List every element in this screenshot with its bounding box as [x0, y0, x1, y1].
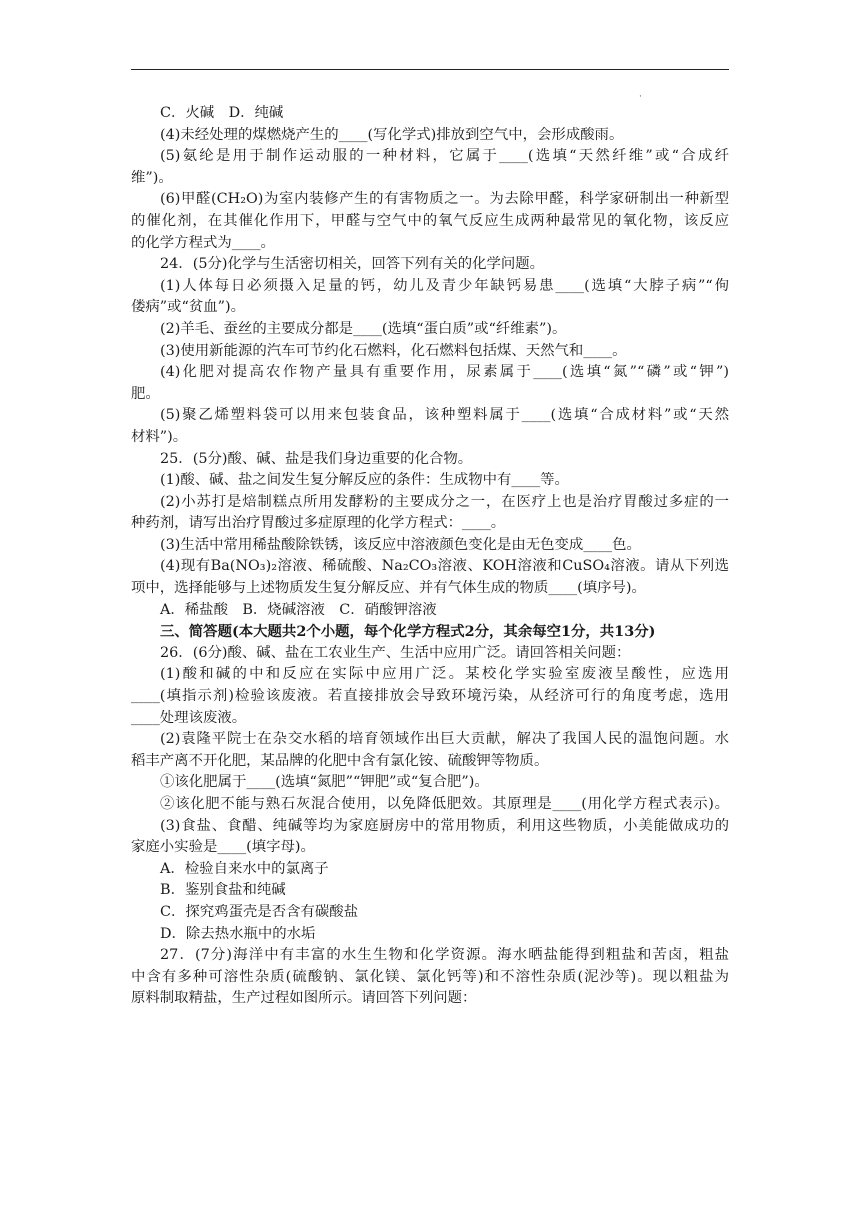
text-line: ②该化肥不能与熟石灰混合使用，以免降低肥效。其原理是____(用化学方程式表示)。 [160, 796, 729, 812]
text-line: (4)现有Ba(NO₃)₂溶液、稀硫酸、Na₂CO₃溶液、KOH溶液和CuSO₄溶液。请从下列选 [160, 558, 729, 575]
document-body [131, 103, 729, 1010]
text-line: (5)氨纶是用于制作运动服的一种材料，它属于____(选填“天然纤维”或“合成纤 [160, 148, 729, 165]
text-line: 项中，选择能够与上述物质发生复分解反应、并有气体生成的物质____(填序号)。 [131, 580, 646, 597]
text-line: 种药剂，请写出治疗胃酸过多症原理的化学方程式：____。 [131, 515, 506, 532]
text-line: ____处理该废液。 [131, 709, 247, 726]
text-line: (1)人体每日必须摄入足量的钙，幼儿及青少年缺钙易患____(选填“大脖子病”“佝 [160, 277, 729, 294]
text-line: 材料”)。 [131, 428, 188, 445]
text-line: 24．(5分)化学与生活密切相关，回答下列有关的化学问题。 [160, 256, 545, 273]
text-line: 稻丰产离不开化肥，某品牌的化肥中含有氯化铵、硫酸钾等物质。 [131, 752, 549, 769]
text-line: (2)小苏打是焙制糕点所用发酵粉的主要成分之一，在医疗上也是治疗胃酸过多症的一 [160, 493, 729, 510]
text-line: A．稀盐酸 B．烧碱溶液 C．硝酸钾溶液 [160, 601, 437, 618]
text-line: D．除去热水瓶中的水垢 [160, 925, 316, 942]
text-line: A．检验自来水中的氯离子 [160, 860, 329, 877]
text-line: 的催化剂，在其催化作用下，甲醛与空气中的氧气反应生成两种最常见的氧化物，该反应 [131, 212, 729, 229]
section-heading: 三、简答题(本大题共2个小题，每个化学方程式2分，其余每空1分，共13分) [160, 623, 656, 641]
text-line: (5)聚乙烯塑料袋可以用来包装食品，该种塑料属于____(选填“合成材料”或“天然 [160, 407, 729, 424]
text-line: 维”)。 [131, 169, 173, 186]
text-line: 26．(6分)酸、碱、盐在工农业生产、生活中应用广泛。请回答相关问题： [160, 644, 631, 661]
text-line: 偻病”或“贫血”)。 [131, 299, 246, 316]
text-line: C．火碱 D．纯碱 [160, 105, 284, 121]
text-line: 肥。 [131, 385, 160, 402]
text-line: B．鉴别食盐和纯碱 [160, 882, 286, 899]
text-line: 原料制取精盐，生产过程如图所示。请回答下列问题： [131, 990, 477, 1007]
text-line: 家庭小实验是____(填字母)。 [131, 839, 315, 856]
text-line: (1)酸和碱的中和反应在实际中应用广泛。某校化学实验室废液呈酸性，应选用 [160, 666, 729, 683]
text-line: (6)甲醛(CH₂O)为室内装修产生的有害物质之一。为去除甲醛，科学家研制出一种新型 [160, 191, 729, 208]
text-line: 27．(7分)海洋中有丰富的水生生物和化学资源。海水晒盐能得到粗盐和苦卤，粗盐 [160, 947, 729, 964]
text-line: (3)食盐、食醋、纯碱等均为家庭厨房中的常用物质，利用这些物质，小美能做成功的 [160, 817, 729, 834]
text-line: ____(填指示剂)检验该废液。若直接排放会导致环境污染，从经济可行的角度考虑，选用 [131, 688, 729, 705]
text-line: (4)未经处理的煤燃烧产生的____(写化学式)排放到空气中，会形成酸雨。 [160, 126, 624, 143]
text-line: (1)酸、碱、盐之间发生复分解反应的条件：生成物中有____等。 [160, 472, 569, 489]
text-line: (4)化肥对提高农作物产量具有重要作用，尿素属于____(选填“氮”“磷”或“钾”) [160, 364, 729, 381]
text-line: (3)使用新能源的汽车可节约化石燃料，化石燃料包括煤、天然气和____。 [160, 342, 627, 359]
text-line: (3)生活中常用稀盐酸除铁锈，该反应中溶液颜色变化是由无色变成____色。 [160, 536, 641, 553]
text-line: 中含有多种可溶性杂质(硫酸钠、氯化镁、氯化钙等)和不溶性杂质(泥沙等)。现以粗盐为 [131, 968, 729, 985]
text-line: C．探究鸡蛋壳是否含有碳酸盐 [160, 903, 359, 920]
text-line: 25．(5分)酸、碱、盐是我们身边重要的化合物。 [160, 450, 473, 467]
header-rule [131, 69, 729, 70]
text-line: (2)袁隆平院士在杂交水稻的培育领域作出巨大贡献，解决了我国人民的温饱问题。水 [160, 731, 729, 748]
text-line: 的化学方程式为____。 [131, 234, 275, 251]
page-mark: · [639, 92, 642, 102]
text-line: ①该化肥属于____(选填“氮肥”“钾肥”或“复合肥”)。 [160, 774, 489, 791]
text-line: (2)羊毛、蚕丝的主要成分都是____(选填“蛋白质”或“纤维素”)。 [160, 320, 567, 337]
